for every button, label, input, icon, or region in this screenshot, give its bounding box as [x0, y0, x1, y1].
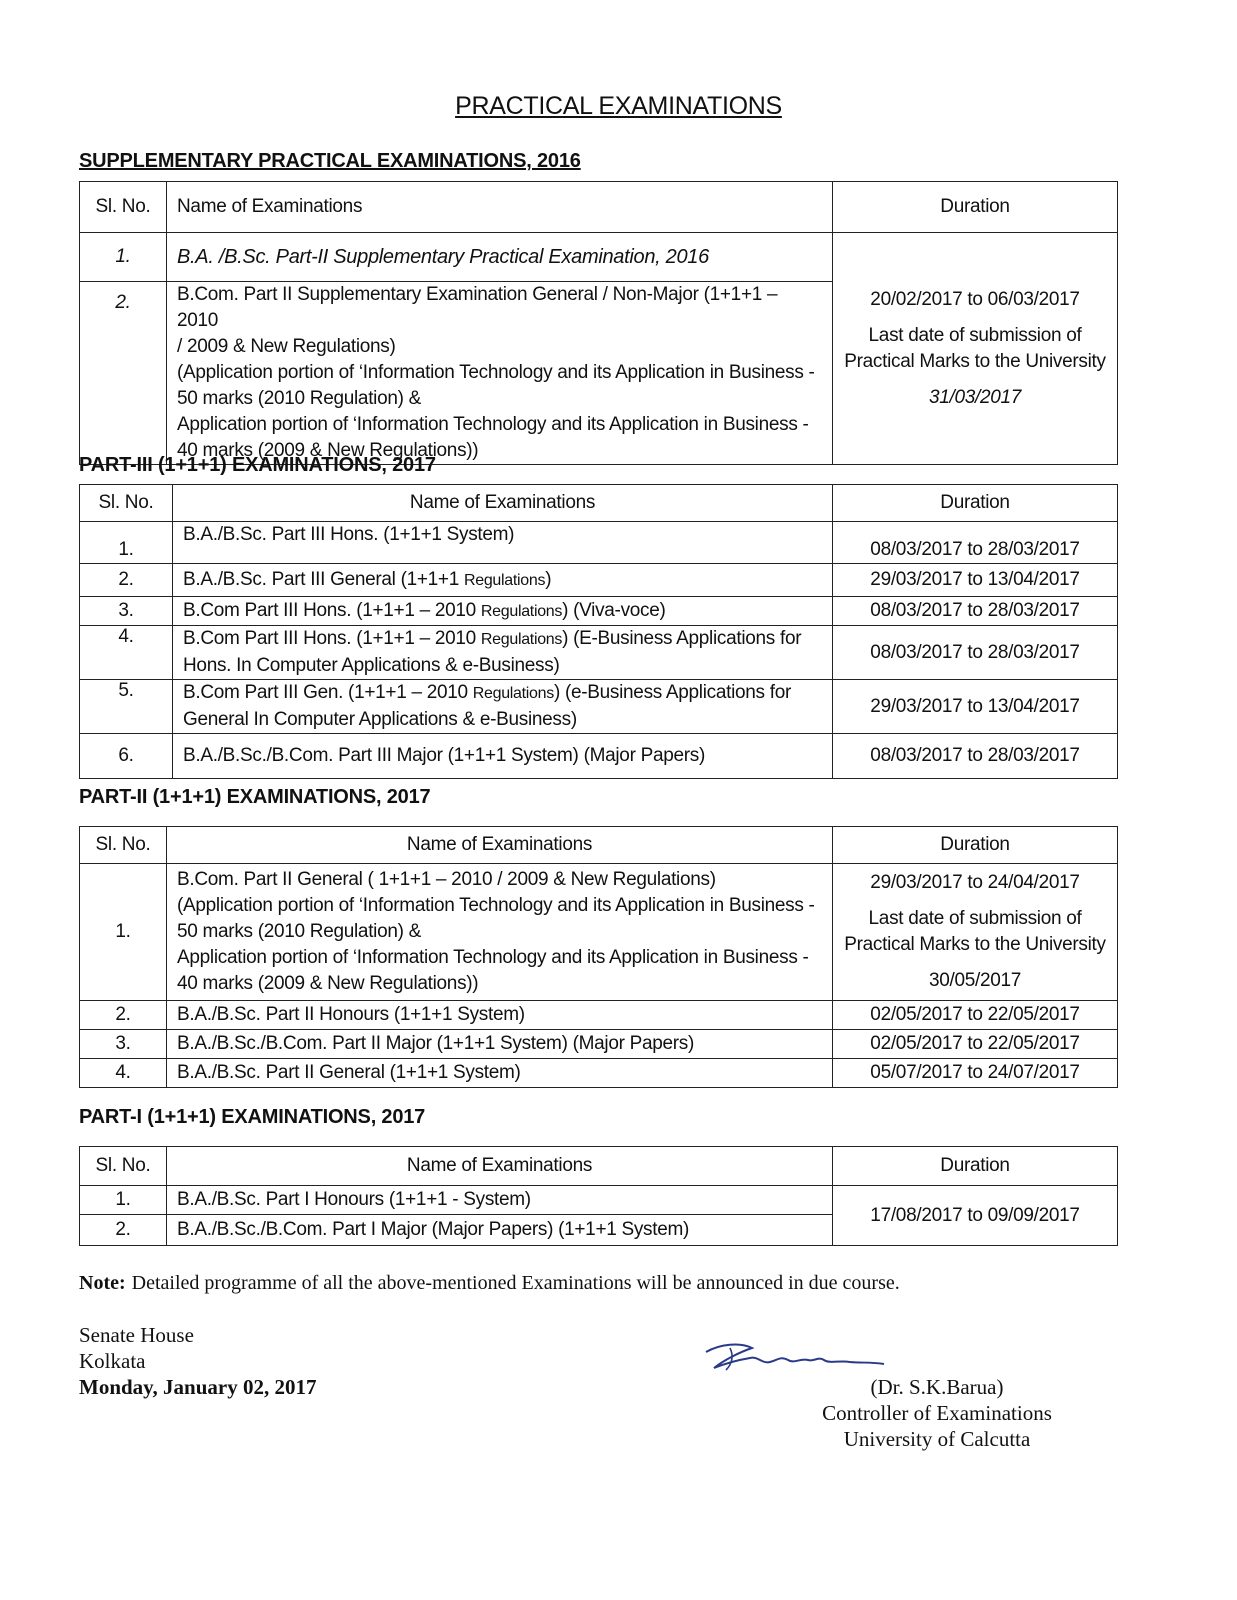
- col-header-sl-no: Sl. No.: [80, 1147, 167, 1186]
- table-header-row: [80, 827, 1118, 864]
- row-sl-no: 3.: [80, 597, 173, 626]
- exam-name-text: B.A./B.Sc. Part III General (1+1+1: [183, 568, 464, 590]
- row-exam-name: B.A./B.Sc. Part I Honours (1+1+1 - System): [167, 1186, 833, 1215]
- signatory-block: [812, 1374, 1062, 1452]
- duration-note-line2: Practical Marks to the University: [844, 934, 1106, 955]
- col-header-name: Name of Examinations: [167, 827, 833, 864]
- row-sl-no: 1.: [80, 1186, 167, 1215]
- row-duration: 02/05/2017 to 22/05/2017: [833, 1030, 1118, 1059]
- row-duration: 08/03/2017 to 28/03/2017: [833, 597, 1118, 626]
- exam-name-text: ) (E-Business Applications for: [562, 628, 802, 649]
- row-duration: 08/03/2017 to 28/03/2017: [833, 626, 1118, 680]
- row-sl-no: 2.: [80, 282, 167, 465]
- section-heading-part-i: PART-I (1+1+1) EXAMINATIONS, 2017: [79, 1106, 426, 1128]
- row-exam-name: [167, 282, 833, 465]
- row-sl-no: 2.: [80, 1215, 167, 1246]
- table-row: [80, 564, 1118, 597]
- row-duration: 02/05/2017 to 22/05/2017: [833, 1001, 1118, 1030]
- row-sl-no: 2.: [80, 564, 173, 597]
- table-header-row: [80, 1147, 1118, 1186]
- row-exam-name: [173, 597, 833, 626]
- section-heading-part-ii: PART-II (1+1+1) EXAMINATIONS, 2017: [79, 786, 431, 808]
- exam-name-line: (Application portion of ‘Information Technology and its Application in Business -: [177, 362, 815, 383]
- row-duration: 17/08/2017 to 09/09/2017: [833, 1186, 1118, 1246]
- table-row: [80, 597, 1118, 626]
- footer-date: Monday, January 02, 2017: [79, 1375, 317, 1399]
- part-ii-exam-table: [79, 826, 1118, 1088]
- row-sl-no: 5.: [80, 680, 173, 734]
- exam-name-small: Regulations: [480, 631, 563, 648]
- row-exam-name: B.A. /B.Sc. Part-II Supplementary Practical Examination, 2016: [167, 233, 833, 282]
- duration-note-line2: Practical Marks to the University: [844, 350, 1106, 372]
- row-exam-name: B.A./B.Sc. Part III Hons. (1+1+1 System): [173, 522, 833, 564]
- row-duration: [833, 864, 1118, 1001]
- exam-name-text: B.Com Part III Hons. (1+1+1 – 2010: [183, 599, 481, 621]
- section-heading-part-iii: PART-III (1+1+1) EXAMINATIONS, 2017: [79, 454, 436, 476]
- signature-icon: [700, 1334, 890, 1378]
- footer-place-line2: Kolkata: [79, 1349, 146, 1373]
- exam-name-text: B.Com Part III Gen. (1+1+1 – 2010: [183, 682, 473, 703]
- row-exam-name: B.A./B.Sc./B.Com. Part I Major (Major Papers) (1+1+1 System): [167, 1215, 833, 1246]
- row-exam-name: B.A./B.Sc. Part II General (1+1+1 System): [167, 1059, 833, 1088]
- exam-name-line: 40 marks (2009 & New Regulations)): [177, 440, 479, 461]
- note-label: Note:: [79, 1272, 126, 1294]
- exam-name-line: Hons. In Computer Applications & e-Business): [183, 655, 560, 676]
- exam-name-text: ) (e-Business Applications for: [553, 682, 792, 703]
- exam-name-small: Regulations: [463, 571, 546, 589]
- signatory-institution: University of Calcutta: [843, 1427, 1031, 1451]
- table-row: [80, 1030, 1118, 1059]
- exam-name-line: / 2009 & New Regulations): [177, 336, 396, 357]
- section-heading-supplementary: SUPPLEMENTARY PRACTICAL EXAMINATIONS, 2016: [79, 150, 581, 172]
- table-row: [80, 233, 1118, 282]
- table-row: [80, 1186, 1118, 1215]
- col-header-duration: Duration: [833, 182, 1118, 233]
- exam-name-line: 50 marks (2010 Regulation) &: [177, 921, 422, 942]
- table-row: [80, 864, 1118, 1001]
- exam-name-line: Application portion of ‘Information Technology and its Application in Business -: [177, 947, 809, 968]
- row-duration: 05/07/2017 to 24/07/2017: [833, 1059, 1118, 1088]
- exam-name-line: (Application portion of ‘Information Technology and its Application in Business -: [177, 895, 815, 916]
- row-sl-no: 6.: [80, 734, 173, 779]
- exam-name-text: ) (Viva-voce): [562, 599, 666, 621]
- col-header-sl-no: Sl. No.: [80, 182, 167, 233]
- row-duration: [833, 233, 1118, 465]
- exam-name-line: 40 marks (2009 & New Regulations)): [177, 973, 479, 994]
- row-sl-no: 1.: [80, 864, 167, 1001]
- table-row: [80, 734, 1118, 779]
- duration-dates: 29/03/2017 to 24/04/2017: [870, 872, 1080, 893]
- duration-dates: 20/02/2017 to 06/03/2017: [870, 288, 1080, 310]
- duration-note-line1: Last date of submission of: [868, 908, 1082, 929]
- col-header-sl-no: Sl. No.: [80, 827, 167, 864]
- duration-note-line1: Last date of submission of: [868, 324, 1082, 346]
- row-exam-name: [167, 864, 833, 1001]
- exam-name-line: 50 marks (2010 Regulation) &: [177, 388, 422, 409]
- row-exam-name: B.A./B.Sc./B.Com. Part III Major (1+1+1 System) (Major Papers): [173, 734, 833, 779]
- col-header-name: Name of Examinations: [173, 485, 833, 522]
- exam-name-line: B.Com. Part II General ( 1+1+1 – 2010 / 2009 & New Regulations): [177, 869, 716, 890]
- row-exam-name: [173, 680, 833, 734]
- row-duration: 08/03/2017 to 28/03/2017: [833, 734, 1118, 779]
- note: [79, 1272, 900, 1295]
- row-sl-no: 3.: [80, 1030, 167, 1059]
- exam-name-text: ): [545, 568, 552, 590]
- exam-name-line: General In Computer Applications & e-Business): [183, 709, 577, 730]
- footer-place-line1: Senate House: [79, 1323, 194, 1347]
- table-row: [80, 1001, 1118, 1030]
- row-sl-no: 1.: [80, 233, 167, 282]
- row-duration: 08/03/2017 to 28/03/2017: [833, 522, 1118, 564]
- row-sl-no: 1.: [80, 522, 173, 564]
- exam-name-small: Regulations: [480, 602, 563, 620]
- col-header-sl-no: Sl. No.: [80, 485, 173, 522]
- part-i-exam-table: [79, 1146, 1118, 1246]
- table-header-row: [80, 182, 1118, 233]
- col-header-name: Name of Examinations: [167, 182, 833, 233]
- col-header-duration: Duration: [833, 827, 1118, 864]
- row-exam-name: [173, 564, 833, 597]
- row-duration: 29/03/2017 to 13/04/2017: [833, 680, 1118, 734]
- exam-name-line: Application portion of ‘Information Technology and its Application in Business -: [177, 414, 809, 435]
- table-row: [80, 626, 1118, 680]
- row-sl-no: 4.: [80, 626, 173, 680]
- row-sl-no: 2.: [80, 1001, 167, 1030]
- signatory-designation: Controller of Examinations: [822, 1401, 1052, 1425]
- exam-name-small: Regulations: [472, 685, 554, 702]
- duration-last-date: 31/03/2017: [928, 386, 1022, 408]
- row-exam-name: [173, 626, 833, 680]
- exam-name-line: B.Com. Part II Supplementary Examination General / Non-Major (1+1+1 – 2010: [177, 284, 778, 331]
- page-title: PRACTICAL EXAMINATIONS: [455, 92, 782, 120]
- row-exam-name: B.A./B.Sc. Part II Honours (1+1+1 System): [167, 1001, 833, 1030]
- exam-name-text: B.Com Part III Hons. (1+1+1 – 2010: [183, 628, 481, 649]
- footer-place-date: [79, 1322, 316, 1400]
- duration-last-date: 30/05/2017: [928, 970, 1022, 991]
- signatory-name: (Dr. S.K.Barua): [870, 1375, 1004, 1399]
- row-duration: 29/03/2017 to 13/04/2017: [833, 564, 1118, 597]
- table-row: [80, 680, 1118, 734]
- supplementary-exam-table: [79, 181, 1118, 465]
- col-header-duration: Duration: [833, 485, 1118, 522]
- col-header-duration: Duration: [833, 1147, 1118, 1186]
- part-iii-exam-table: [79, 484, 1118, 779]
- row-sl-no: 4.: [80, 1059, 167, 1088]
- note-text: Detailed programme of all the above-mentioned Examinations will be announced in due course.: [131, 1272, 900, 1294]
- table-row: [80, 522, 1118, 564]
- table-row: [80, 1059, 1118, 1088]
- table-header-row: [80, 485, 1118, 522]
- row-exam-name: B.A./B.Sc./B.Com. Part II Major (1+1+1 System) (Major Papers): [167, 1030, 833, 1059]
- col-header-name: Name of Examinations: [167, 1147, 833, 1186]
